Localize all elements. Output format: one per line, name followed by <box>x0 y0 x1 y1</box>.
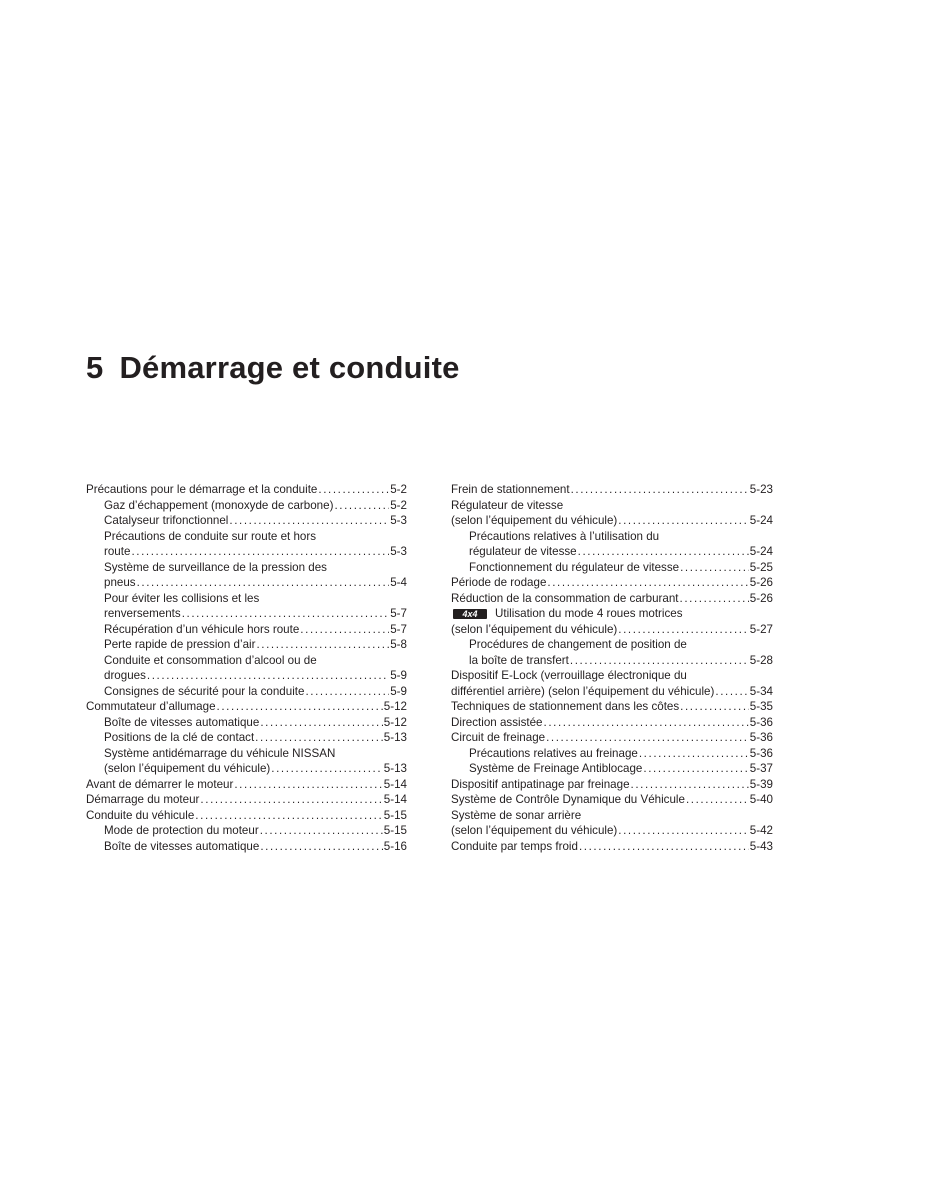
toc-entry[interactable] <box>451 684 773 700</box>
toc-entry[interactable] <box>451 715 773 731</box>
toc-entry[interactable] <box>86 529 407 545</box>
toc-entry[interactable] <box>451 668 773 684</box>
toc-entry-text: Précautions pour le démarrage et la conduite <box>86 483 318 496</box>
toc-page-number: 5-8 <box>390 638 407 651</box>
toc-page-number: 5-34 <box>749 684 773 698</box>
dot-leader <box>334 498 389 514</box>
toc-entry[interactable] <box>451 591 773 607</box>
toc-entry[interactable] <box>451 513 773 529</box>
toc-entry-text: Pour éviter les collisions et les <box>104 591 260 605</box>
toc-page-number: 5-9 <box>390 669 407 682</box>
dot-leader <box>229 513 389 529</box>
toc-page-number: 5-3 <box>390 514 407 527</box>
dot-leader <box>546 730 749 746</box>
toc-entry-text: (selon l’équipement du véhicule) <box>451 514 618 527</box>
toc-entry[interactable] <box>86 730 407 746</box>
toc-entry-text: (selon l’équipement du véhicule) <box>451 824 618 837</box>
dot-leader <box>260 715 382 731</box>
toc-entry-text: Consignes de sécurité pour la conduite <box>104 684 305 698</box>
toc-page-number: 5-37 <box>749 762 773 775</box>
dot-leader <box>256 637 389 653</box>
toc-entry[interactable] <box>86 482 407 498</box>
toc-entry[interactable] <box>86 777 407 793</box>
toc-page-number: 5-26 <box>749 591 773 605</box>
dot-leader <box>570 653 749 669</box>
toc-entry-text: Conduite par temps froid <box>451 839 578 853</box>
toc-entry[interactable] <box>451 808 773 824</box>
toc-right-column <box>451 482 773 854</box>
toc-entry[interactable] <box>86 591 407 607</box>
toc-entry-text: Catalyseur trifonctionnel <box>104 514 229 527</box>
toc-entry-text: la boîte de transfert <box>469 653 569 667</box>
dot-leader <box>300 622 389 638</box>
dot-leader <box>680 591 749 607</box>
toc-entry-text: Direction assistée <box>451 715 543 729</box>
toc-entry[interactable] <box>86 839 407 855</box>
toc-page-number: 5-16 <box>383 839 407 853</box>
dot-leader <box>578 544 749 560</box>
toc-page-number: 5-35 <box>749 700 773 713</box>
toc-entry-text: Système antidémarrage du véhicule NISSAN <box>104 746 336 760</box>
dot-leader <box>260 839 382 855</box>
toc-page-number: 5-7 <box>390 607 407 620</box>
toc-entry[interactable] <box>86 622 407 638</box>
toc-page-number: 5-36 <box>749 731 773 744</box>
toc-entry-text: drogues <box>104 669 146 682</box>
toc-entry[interactable] <box>451 622 773 638</box>
toc-entry-text: Techniques de stationnement dans les côtes <box>451 700 680 713</box>
toc-page-number: 5-42 <box>749 824 773 837</box>
toc-page-number: 5-13 <box>383 731 407 744</box>
toc-entry[interactable] <box>451 575 773 591</box>
toc-entry[interactable] <box>86 746 407 762</box>
dot-leader <box>643 761 748 777</box>
chapter-title <box>86 350 460 386</box>
toc-entry[interactable] <box>451 839 773 855</box>
toc-entry[interactable] <box>86 575 407 591</box>
dot-leader <box>255 730 383 746</box>
toc-entry[interactable] <box>451 560 773 576</box>
toc-page-number: 5-39 <box>749 777 773 791</box>
dot-leader <box>318 482 389 498</box>
toc-entry-text: Procédures de changement de position de <box>469 638 687 651</box>
toc-page-number: 5-43 <box>749 839 773 853</box>
toc-entry-text: régulateur de vitesse <box>469 545 577 558</box>
toc-entry[interactable] <box>451 761 773 777</box>
toc-entry-text: Dispositif E-Lock (verrouillage électronique du <box>451 669 687 682</box>
dot-leader <box>639 746 749 762</box>
toc-entry-text: Régulateur de vitesse <box>451 498 564 512</box>
toc-entry-text: Boîte de vitesses automatique <box>104 839 260 853</box>
toc-page-number: 5-12 <box>383 715 407 729</box>
toc-entry[interactable] <box>86 715 407 731</box>
toc-entry-text: Gaz d’échappement (monoxyde de carbone) <box>104 498 334 512</box>
dot-leader <box>200 792 382 808</box>
dot-leader <box>182 606 390 622</box>
toc-page-number: 5-13 <box>383 762 407 775</box>
toc-entry[interactable] <box>451 529 773 545</box>
toc-entry-text: Démarrage du moteur <box>86 793 200 806</box>
toc-page-number: 5-36 <box>749 715 773 729</box>
dot-leader <box>686 792 749 808</box>
toc-entry-text: Système de surveillance de la pression des <box>104 560 327 574</box>
toc-page-number: 5-9 <box>390 684 407 698</box>
toc-entry[interactable] <box>451 637 773 653</box>
toc-entry-text: différentiel arrière) (selon l’équipement du véhicule) <box>451 684 715 698</box>
dot-leader <box>571 482 749 498</box>
toc-entry-text: Positions de la clé de contact <box>104 731 255 744</box>
toc-entry-text: Période de rodage <box>451 576 547 589</box>
toc-entry[interactable] <box>451 653 773 669</box>
toc-entry-text: Système de sonar arrière <box>451 808 582 822</box>
toc-entry-text: Précautions relatives au freinage <box>469 746 638 760</box>
dot-leader <box>547 575 748 591</box>
4x4-badge-icon: 4x4 <box>453 609 487 619</box>
toc-entry[interactable] <box>86 699 407 715</box>
toc-entry[interactable] <box>86 792 407 808</box>
toc-entry-text: Système de Contrôle Dynamique du Véhicule <box>451 793 685 806</box>
toc-entry-text: Frein de stationnement <box>451 483 570 496</box>
toc-entry-text: route <box>104 545 131 558</box>
toc-entry[interactable] <box>86 823 407 839</box>
toc-entry[interactable] <box>451 498 773 514</box>
toc-entry-text: Commutateur d’allumage <box>86 700 216 713</box>
dot-leader <box>631 777 749 793</box>
dot-leader <box>147 668 389 684</box>
toc-entry-text: renversements <box>104 607 181 620</box>
toc-page-number: 5-14 <box>383 793 407 806</box>
dot-leader <box>131 544 389 560</box>
dot-leader <box>544 715 749 731</box>
toc-entry-text: (selon l’équipement du véhicule) <box>451 622 618 636</box>
dot-leader <box>715 684 748 700</box>
dot-leader <box>271 761 383 777</box>
toc-entry-text: Fonctionnement du régulateur de vitesse <box>469 560 680 574</box>
toc-entry[interactable] <box>451 482 773 498</box>
dot-leader <box>305 684 389 700</box>
toc-page-number: 5-3 <box>390 545 407 558</box>
toc-entry[interactable] <box>86 761 407 777</box>
dot-leader <box>680 699 749 715</box>
toc-page-number: 5-24 <box>749 514 773 527</box>
toc-page-number: 5-4 <box>390 576 407 589</box>
chapter-number: 5 <box>86 350 104 385</box>
dot-leader <box>618 823 749 839</box>
toc-entry[interactable] <box>451 730 773 746</box>
toc-entry[interactable] <box>451 792 773 808</box>
toc-entry-text: Conduite du véhicule <box>86 808 195 822</box>
toc-entry[interactable] <box>451 777 773 793</box>
dot-leader <box>137 575 390 591</box>
toc-entry-text: Dispositif antipatinage par freinage <box>451 777 630 791</box>
toc-entry-text: Utilisation du mode 4 roues motrices <box>495 607 683 620</box>
chapter-title-text: Démarrage et conduite <box>119 350 460 385</box>
toc-page-number: 5-28 <box>749 653 773 667</box>
toc-entry[interactable] <box>86 637 407 653</box>
toc-entry-text: Précautions de conduite sur route et hors <box>104 529 317 543</box>
toc-page-number: 5-14 <box>383 777 407 791</box>
toc-entry-text: Conduite et consommation d’alcool ou de <box>104 653 317 667</box>
toc-page-number: 5-2 <box>390 483 407 496</box>
dot-leader <box>260 823 383 839</box>
toc-entry-text: Réduction de la consommation de carburant <box>451 591 679 605</box>
toc-entry-text: Boîte de vitesses automatique <box>104 715 260 729</box>
toc-entry[interactable] <box>86 544 407 560</box>
dot-leader <box>195 808 382 824</box>
toc-entry[interactable] <box>86 653 407 669</box>
toc-entry[interactable] <box>451 544 773 560</box>
toc-entry-text: Système de Freinage Antiblocage <box>469 762 643 775</box>
toc-page-number: 5-12 <box>383 700 407 713</box>
toc-page-number: 5-26 <box>749 576 773 589</box>
toc-page-number: 5-24 <box>749 545 773 558</box>
toc-entry[interactable] <box>86 560 407 576</box>
toc-entry[interactable] <box>451 746 773 762</box>
toc-entry[interactable] <box>451 823 773 839</box>
toc-entry[interactable] <box>86 684 407 700</box>
toc-page-number: 5-15 <box>383 808 407 822</box>
dot-leader <box>217 699 383 715</box>
toc-entry-text: pneus <box>104 576 136 589</box>
toc-page-number: 5-25 <box>749 560 773 574</box>
dot-leader <box>618 513 749 529</box>
toc-page-number: 5-7 <box>390 622 407 636</box>
toc-page-number: 5-2 <box>390 498 407 512</box>
toc-entry[interactable] <box>86 808 407 824</box>
toc-entry-text: (selon l’équipement du véhicule) <box>104 762 271 775</box>
toc-entry[interactable] <box>451 699 773 715</box>
dot-leader <box>234 777 382 793</box>
toc-page-number: 5-27 <box>749 622 773 636</box>
toc-entry[interactable] <box>86 668 407 684</box>
dot-leader <box>579 839 749 855</box>
toc-entry[interactable] <box>86 513 407 529</box>
toc-entry-text: Avant de démarrer le moteur <box>86 777 234 791</box>
toc-entry-text: Récupération d’un véhicule hors route <box>104 622 300 636</box>
toc-entry[interactable] <box>451 606 773 622</box>
toc-entry-text: Perte rapide de pression d’air <box>104 638 256 651</box>
dot-leader <box>680 560 749 576</box>
toc-entry[interactable] <box>86 606 407 622</box>
toc-entry-text: Précautions relatives à l’utilisation du <box>469 529 660 543</box>
toc-page-number: 5-36 <box>749 746 773 760</box>
toc-page-number: 5-15 <box>383 824 407 837</box>
toc-entry[interactable] <box>86 498 407 514</box>
dot-leader <box>618 622 749 638</box>
toc-entry-text: Mode de protection du moteur <box>104 824 259 837</box>
toc-left-column <box>86 482 407 854</box>
toc-page-number: 5-23 <box>749 483 773 496</box>
toc-entry-text: Circuit de freinage <box>451 731 546 744</box>
toc-page-number: 5-40 <box>749 793 773 806</box>
